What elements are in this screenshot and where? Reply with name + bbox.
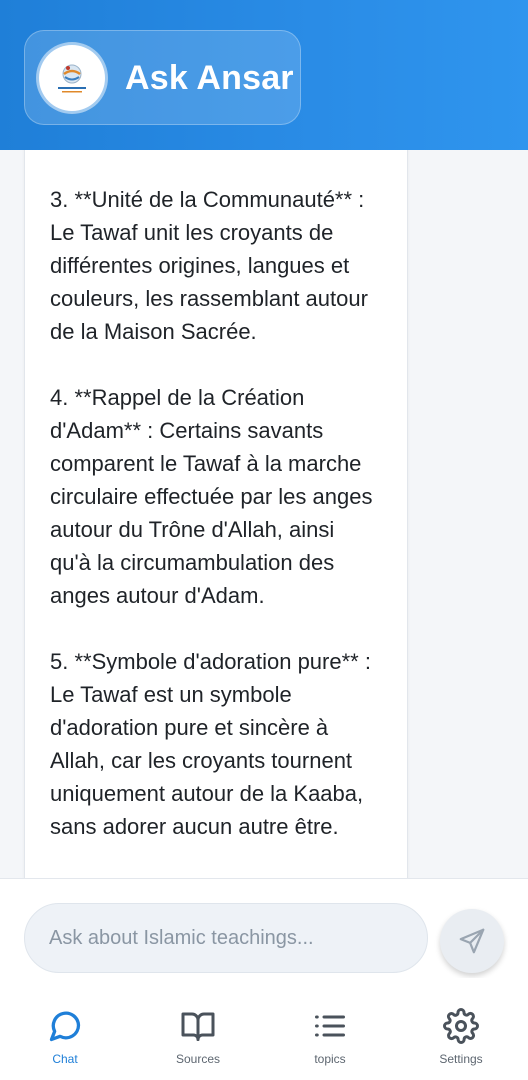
composer-bar	[0, 878, 528, 978]
nav-item-settings[interactable]	[411, 1008, 511, 1068]
send-button[interactable]	[440, 909, 504, 973]
book-icon	[180, 1008, 216, 1044]
nav-label-sources: Sources	[175, 1052, 221, 1066]
nav-label-settings: Settings	[439, 1052, 483, 1066]
chat-bubble-icon	[47, 1008, 83, 1044]
nav-label-topics: topics	[314, 1052, 346, 1066]
message-input-container[interactable]	[24, 903, 428, 973]
brand-card	[24, 30, 301, 125]
send-icon	[457, 926, 487, 956]
nav-item-chat[interactable]	[15, 1008, 115, 1068]
app-header	[0, 0, 528, 150]
nav-item-topics[interactable]	[280, 1008, 380, 1068]
list-icon	[312, 1008, 348, 1044]
gear-icon	[443, 1008, 479, 1044]
chat-area[interactable]	[0, 150, 528, 878]
bottom-navigation	[0, 978, 528, 1080]
assistant-message	[24, 150, 408, 878]
nav-item-sources[interactable]	[148, 1008, 248, 1068]
message-text: 3. **Unité de la Communauté** : Le Tawaf unit les croyants de différentes origines, langues et couleurs, les rassemblant autour de la Maison Sacrée. 4. **Rappel de la Création d'Adam** : Certains savants comparent le Tawaf à la marche circulaire effectuée par les anges autour du Trône d'Allah, ainsi qu'à la circumambulation des anges autour d'Adam. 5. **Symbole d'adoration pure** : Le Tawaf est un symbole d'adoration pure et sincère à Allah, car les croyants tournent uniquement autour de la Kaaba, sans adorer aucun autre être.	[50, 187, 373, 839]
message-input[interactable]	[49, 927, 409, 950]
nav-label-chat: Chat	[52, 1052, 78, 1066]
app-title: Ask Ansar	[125, 59, 294, 97]
ansar-logo-icon	[39, 45, 105, 111]
